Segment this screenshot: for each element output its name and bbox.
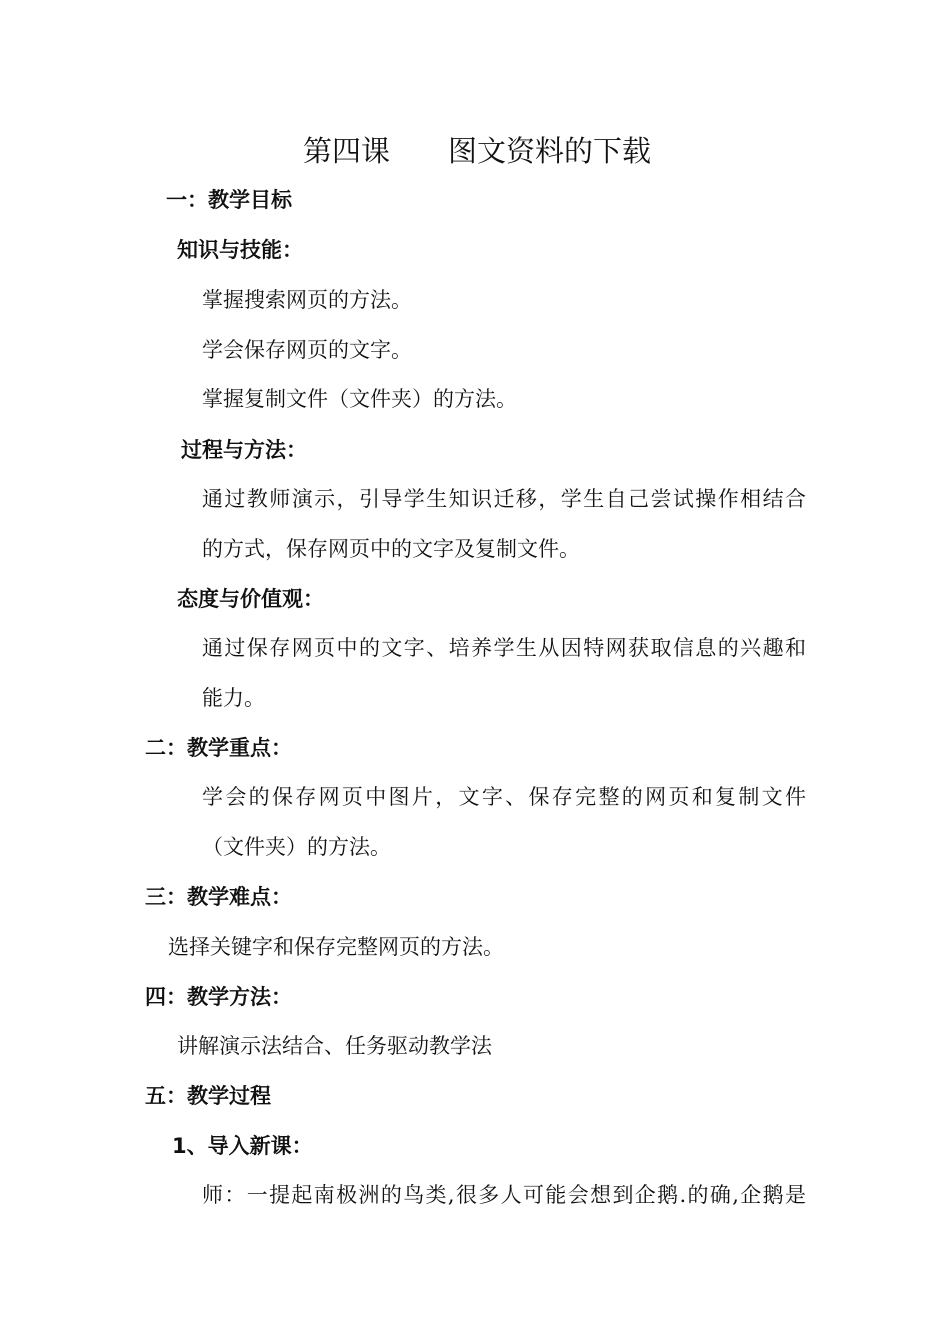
knowledge-item: 掌握复制文件（文件夹）的方法。	[202, 387, 517, 411]
difficulties-text: 选择关键字和保存完整网页的方法。	[168, 935, 504, 959]
attitude-text-line: 通过保存网页中的文字、培养学生从因特网获取信息的兴趣和	[202, 636, 806, 660]
subheading-introduction: 1、导入新课：	[172, 1134, 313, 1158]
process-text-line: 通过教师演示，引导学生知识迁移，学生自己尝试操作相结合	[202, 487, 806, 511]
title-lesson-name: 图文资料的下载	[448, 134, 652, 168]
process-text-line: 的方式，保存网页中的文字及复制文件。	[202, 537, 580, 561]
section-heading-process: 五：教学过程	[145, 1084, 271, 1108]
key-points-text-line: 学会的保存网页中图片，文字、保存完整的网页和复制文件	[202, 785, 806, 809]
page-title	[303, 134, 652, 168]
section-heading-difficulties: 三：教学难点：	[145, 885, 292, 909]
key-points-text-line: （文件夹）的方法。	[202, 835, 391, 859]
title-lesson-number: 第四课	[303, 134, 391, 168]
section-heading-methods: 四：教学方法：	[145, 985, 292, 1009]
subheading-attitude: 态度与价值观：	[177, 587, 324, 611]
subheading-knowledge: 知识与技能：	[177, 238, 303, 262]
methods-text: 讲解演示法结合、任务驱动教学法	[177, 1034, 492, 1058]
knowledge-item: 掌握搜索网页的方法。	[202, 288, 412, 312]
attitude-text-line: 能力。	[202, 686, 265, 710]
subheading-process: 过程与方法：	[181, 438, 307, 462]
introduction-text-line: 师：一提起南极洲的鸟类,很多人可能会想到企鹅.的确,企鹅是	[202, 1183, 806, 1207]
section-heading-objectives: 一：教学目标	[166, 188, 292, 212]
section-heading-key-points: 二：教学重点：	[145, 736, 292, 760]
knowledge-item: 学会保存网页的文字。	[202, 338, 412, 362]
